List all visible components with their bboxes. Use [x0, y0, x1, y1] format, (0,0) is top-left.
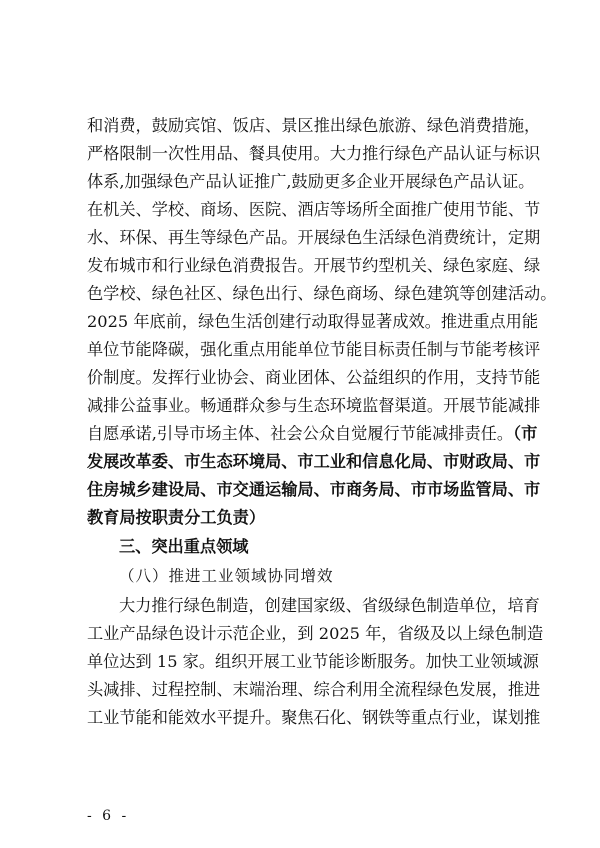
text-line: 水、环保、再生等绿色产品。开展绿色生活绿色消费统计，定期 [87, 228, 541, 247]
text-line: 和消费，鼓励宾馆、饭店、景区推出绿色旅游、绿色消费措施， [87, 116, 541, 135]
section-heading: 三、突出重点领域 [119, 537, 249, 556]
text-line: 工业节能和能效水平提升。聚焦石化、钢铁等重点行业，谋划推 [87, 708, 541, 727]
paragraph-industry [87, 592, 544, 732]
text-line: 体系,加强绿色产品认证推广,鼓励更多企业开展绿色产品认证。 [87, 172, 535, 191]
responsibility-open: （市 [513, 424, 538, 443]
text-line: 工业产品绿色设计示范企业，到 2025 年，省级及以上绿色制造 [87, 624, 544, 643]
text-normal: 自愿承诺,引导市场主体、社会公众自觉履行节能减排责任。 [87, 424, 514, 443]
text-line: 单位节能降碳，强化重点用能单位节能目标责任制与节能考核评 [87, 340, 541, 359]
text-line: 严格限制一次性用品、餐具使用。大力推行绿色产品认证与标识 [87, 144, 541, 163]
subsection-heading: （八）推进工业领域协同增效 [119, 567, 334, 585]
text-line: 价制度。发挥行业协会、商业团体、公益组织的作用，支持节能 [87, 368, 541, 387]
responsibility-line: 住房城乡建设局、市交通运输局、市商务局、市市场监管局、市 [87, 480, 541, 499]
text-line: 发布城市和行业绿色消费报告。开展节约型机关、绿色家庭、绿 [87, 256, 541, 275]
text-line: 在机关、学校、商场、医院、酒店等场所全面推广使用节能、节 [87, 200, 541, 219]
text-line-mixed [87, 420, 538, 448]
text-line: 单位达到 15 家。组织开展工业节能诊断服务。加快工业领域源 [87, 652, 539, 671]
paragraph-consumption [87, 112, 557, 532]
text-line-indented: 大力推行绿色制造，创建国家级、省级绿色制造单位，培育 [119, 596, 540, 615]
page-number: - 6 - [87, 808, 130, 824]
responsibility-line: 发展改革委、市生态环境局、市工业和信息化局、市财政局、市 [87, 452, 541, 471]
text-line: 减排公益事业。畅通群众参与生态环境监督渠道。开展节能减排 [87, 396, 541, 415]
text-line: 2025 年底前，绿色生活创建行动取得显著成效。推进重点用能 [87, 312, 539, 331]
text-line: 色学校、绿色社区、绿色出行、绿色商场、绿色建筑等创建活动。 [87, 284, 557, 303]
responsibility-line: 教育局按职责分工负责） [87, 508, 266, 527]
text-line: 头减排、过程控制、末端治理、综合利用全流程绿色发展，推进 [87, 680, 541, 699]
